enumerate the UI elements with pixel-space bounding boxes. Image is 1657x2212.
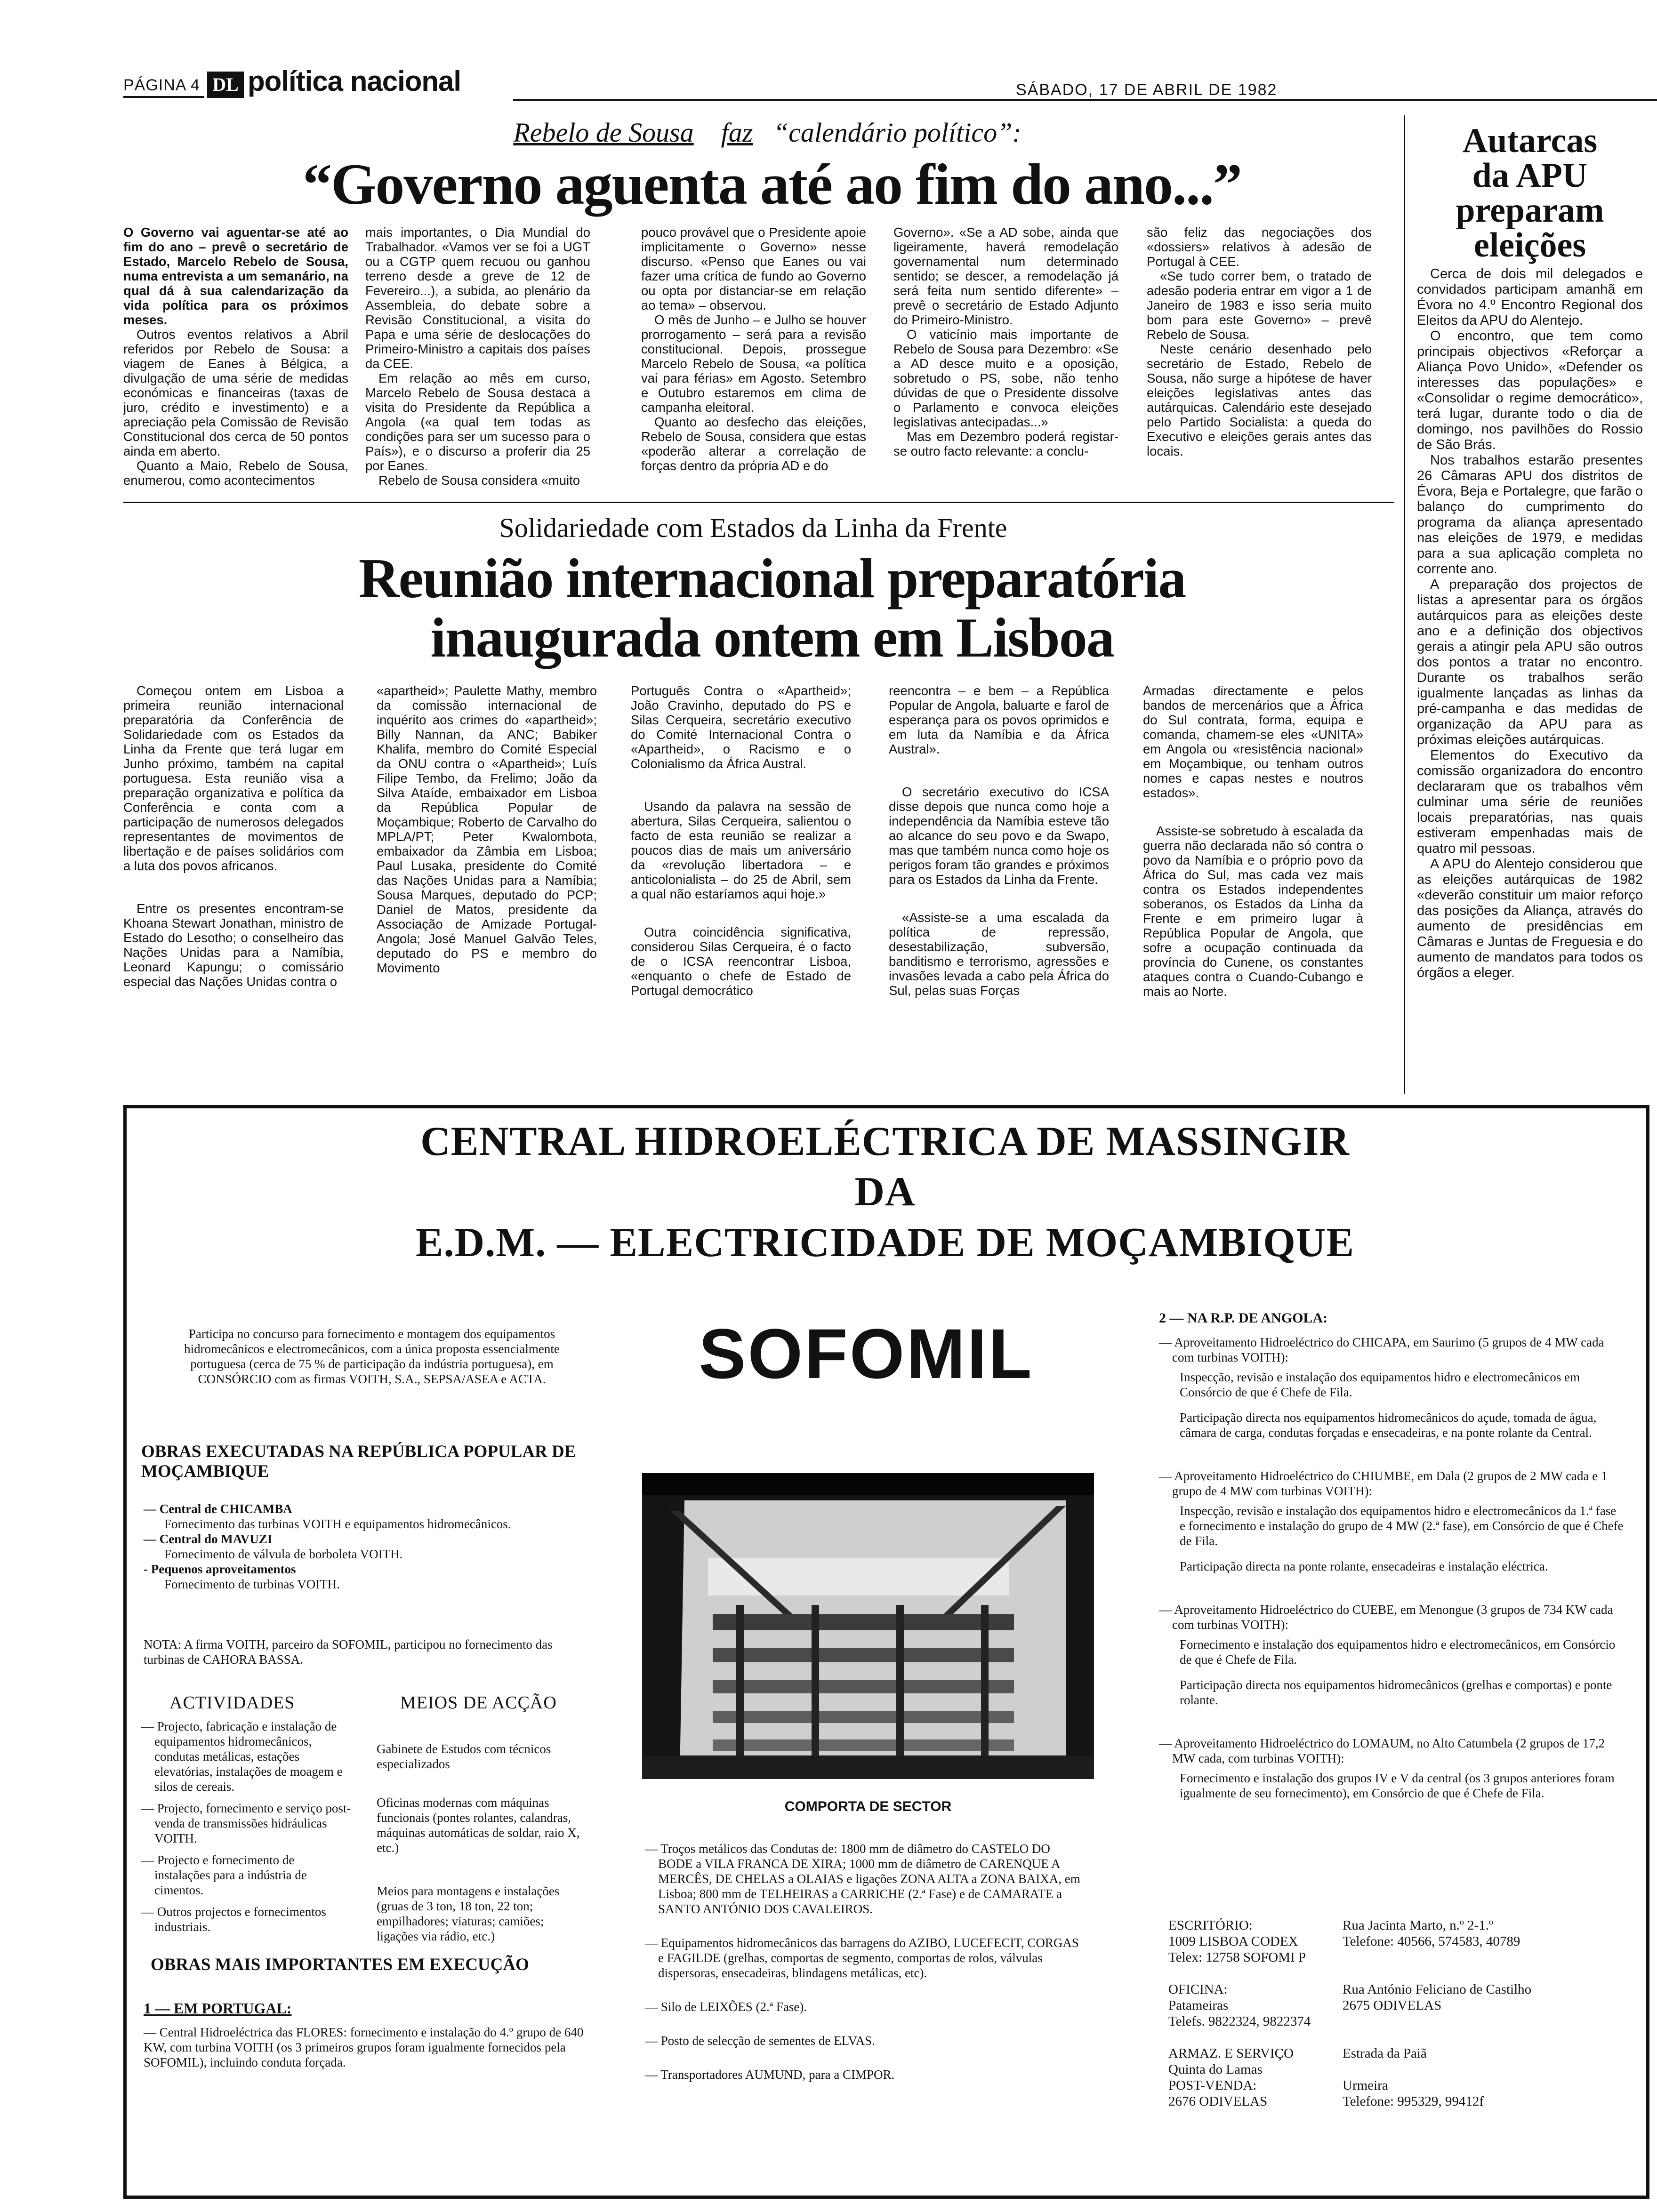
article2-column-2: «apartheid»; Paulette Mathy, membro da comissão internacional de inquérito aos crimes do «apartheid»; Billy Nannan, da ANC; Babiker Khalifa, membro do Comité Especial da ONU contra o «Apartheid»; Luís Filipe Tembo, da Frelimo; João da Silva Ataíde, embaixador em Lisboa da República Popular de Moçambique; Roberto de Carvalho do MPLA/PT; Peter Kwalombota, embaixador da Zâmbia em Lisboa; Paul Lusaka, presidente do Comité das Nações Unidas para a Namíbia; Sousa Marques, deputado do PCP; Daniel de Matos, presidente da Associação de Amizade Portugal-Angola; José Manuel Galvão Teles, deputado do PS e membro do Movimento — [377, 683, 597, 975]
article1-column-4: Governo». «Se a AD sobe, ainda que ligeiramente, haverá remodelação governamental num determinado sentido; se descer, a remodelação já será feita num sentido diferente» – prevê o secretário de Estado Adjunto do Primeiro-Ministro. O vaticínio mais importante de Rebelo de Sousa para Dezembro: «Se a AD desce muito e a oposição, sobretudo o PS, sobe, não tenho dúvidas de que o Presidente dissolve o Parlamento e convoca eleições legislativas antecipadas...» Mas em Dezembro poderá registar-se outro facto relevante: a conclu- — [893, 225, 1118, 458]
ad-intro: Participa no concurso para fornecimento e montagem dos equipamentos hidromecânicos e electromecânicos, com a única proposta essencialmente portuguesa (cerca de 75 % de participação da indústria portuguesa), em CONSÓRCIO com as firmas VOITH, S.A., SEPSA/ASEA e ACTA. — [184, 1327, 560, 1386]
sidebar-divider — [1404, 115, 1405, 1094]
article2-kicker: Solidariedade com Estados da Linha da Frente — [499, 513, 1007, 543]
article2-column-1: Começou ontem em Lisboa a primeira reunião internacional preparatória da Conferência de Solidariedade com os Estados da Linha da Frente que terá lugar em Junho próximo, também na capital portuguesa. Esta reunião visa a preparação organizativa e política da Conferência e conta com a participação de numerosos delegados representantes de movimentos de libertação e de países solidários com a luta dos povos africanos. Entre os presentes encontram-se Khoana Stewart Jonathan, ministro de Estado do Lesotho; o conselheiro das Nações Unidas para a Namíbia, Leonard Kapungu; o comissário especial das Nações Unidas contra o — [123, 683, 344, 989]
newspaper-logo: DL — [207, 72, 244, 98]
article2-column-3: Português Contra o «Apartheid»; João Cravinho, deputado do PS e Silas Cerqueira, secretário executivo do Comité Internacional Contra o «Apartheid», o Racismo e o Colonialismo da África Austral. Usando da palavra na sessão de abertura, Silas Cerqueira, salientou o facto de esta reunião se realizar a poucos dias de mais um aniversário da «revolução libertadora – e anticolonialista – do 25 de Abril, sem a qual não estaríamos aqui hoje.» Outra coincidência significativa, considerou Silas Cerqueira, é o facto de o ICSA reencontrar Lisboa, «enquanto o chefe de Estado de Portugal democrático — [631, 683, 851, 998]
article2-column-5: Armadas directamente e pelos bandos de mercenários que a África do Sul contrata, forma, equipa e comanda, chamem-se eles «UNITA» em Angola ou «resistência nacional» em Moçambique, ou tenham outros nomes e capas nestes e noutros estados». Assiste-se sobretudo à escalada da guerra não declarada não só contra o povo da Namíbia e o próprio povo da África do Sul, mas cada vez mais contra os Estados independentes soberanos, os Estados da Linha da Frente e em primeiro lugar à República Popular de Angola, que sofre a ocupação continuada da província do Cunene, os constantes ataques contra o Cuando-Cubango e mais ao Norte. — [1143, 683, 1363, 999]
article1-column-3: pouco provável que o Presidente apoie implicitamente o Governo» nesse discurso. «Penso que Eanes ou vai fazer uma crítica de fundo ao Governo ou opta por distanciar-se em relação ao tema» – observou. O mês de Junho – e Julho se houver prorrogamento – será para a revisão constitucional. Depois, prossegue Marcelo Rebelo de Sousa, «a política vai para férias» em Agosto. Setembro e Outubro estaremos em clima de campanha eleitoral. Quanto ao desfecho das eleições, Rebelo de Sousa, considera que estas «poderão alterar a correlação de forças dentro da própria AD e do — [641, 225, 866, 473]
ad-mozambique-list: — Central de CHICAMBA Fornecimento das turbinas VOITH e equipamentos hidromecânicos. — Central do MAVUZI Fornecimento de válvula de borboleta VOITH. - Pequenos aproveitamentos Fornecimento de turbinas VOITH. — [144, 1502, 511, 1591]
ad-title: CENTRAL HIDROELÉCTRICA DE MASSINGIR DA E.D.M. — ELECTRICIDADE DE MOÇAMBIQUE — [415, 1119, 1355, 1266]
sidebar-headline: Autarcas da APU preparam eleições — [1456, 121, 1604, 264]
ad-execucao-heading: OBRAS MAIS IMPORTANTES EM EXECUÇÃO — [151, 1955, 529, 1974]
article2-column-4: reencontra – e bem – a República Popular de Angola, baluarte e farol de esperança para os povos oprimidos e em luta da Namíbia e da África Austral». O secretário executivo do ICSA disse depois que nunca como hoje a independência da Namíbia esteve tão ao alcance do seu povo e da Swapo, mas que também nunca como hoje os perigos foram tão grandes e próximos para os Estados da Linha da Frente. «Assiste-se a uma escalada da política de repressão, desestabilização, subversão, banditismo e terrorismo, agressões e invasões levada a cabo pela África do Sul, pelas suas Forças — [889, 683, 1109, 998]
ad-portugal-first: — Central Hidroeléctrica das FLORES: fornecimento e instalação do 4.º grupo de 640 KW, com turbina VOITH (os 3 primeiros grupos foram igualmente fornecidos pela SOFOMIL), incluindo conduta forçada. — [144, 2025, 584, 2069]
ad-actividades-list: — Projecto, fabricação e instalação de equipamentos hidromecânicos, condutas metálicas, estações elevatórias, instalações de moagem e silos de cereais. — Projecto, fornecimento e serviço post-venda de transmissões hidráulicas VOITH. — Projecto e fornecimento de instalações para a indústria de cimentos. — Outros projectos e fornecimentos industriais. — [141, 1719, 351, 1934]
article2-headline: Reunião internacional preparatória inaugurada ontem em Lisboa — [358, 547, 1186, 669]
ad-angola-list: — Aproveitamento Hidroeléctrico do CHICAPA, em Saurimo (5 grupos de 4 MW cada com turbinas VOITH): Inspecção, revisão e instalação dos equipamentos hidro e electromecânicos em Consórcio de que é Chefe de Fila. Participação directa nos equipamentos hidromecânicos do açude, tomada de água, câmara de carga, condutas forçadas e ensecadeiras, e na ponte rolante da Central. — Aproveitamento Hidroeléctrico do CHIUMBE, em Dala (2 grupos de 2 MW cada e 1 grupo de 4 MW com turbinas VOITH): Inspecção, revisão e instalação dos equipamentos hidro e electromecânicos da 1.ª fase e fornecimento e instalação do grupo de 4 MW (2.ª fase), em Consórcio de que é Chefe de Fila. Participação directa na ponte rolante, ensecadeiras e instalação eléctrica. — Aproveitamento Hidroeléctrico do CUEBE, em Menongue (3 grupos de 734 KW cada com turbinas VOITH): Fornecimento e instalação dos equipamentos hidro e electromecânicos, em Consórcio de que é Chefe de Fila. Participação directa nos equipamentos hidromecânicos (grelhas e comportas) e ponte rolante. — Aproveitamento Hidroeléctrico do LOMAUM, no Alto Catumbela (2 grupos de 17,2 MW cada, com turbinas VOITH): Fornecimento e instalação dos grupos IV e V da central (os 3 grupos anteriores foram igualmente de seu fornecimento), em Consórcio de que é Chefe de Fila. — [1159, 1335, 1624, 1800]
article1-column-2: mais importantes, o Dia Mundial do Trabalhador. «Vamos ver se foi a UGT ou a CGTP quem recuou ou ganhou terreno desde a greve de 12 de Fevereiro...), a subida, ao plenário da Assembleia, do debate sobre a Revisão Constitucional, a visita do Papa e uma série de deslocações do Primeiro-Ministro a capitais dos países da CEE. Em relação ao mês em curso, Marcelo Rebelo de Sousa destaca a visita do Presidente da República a Angola («a qual tem todas as condições para ser um sucesso para o País»), e o discurso a proferir dia 25 por Eanes. Rebelo de Sousa considera «muito — [365, 225, 590, 488]
article-separator — [123, 502, 1394, 503]
article1-kicker: Rebelo de Sousa faz “calendário político”: — [513, 117, 1022, 148]
article1-column-5: são feliz das negociações dos «dossiers» relativos à adesão de Portugal à CEE. «Se tudo correr bem, o tratado de adesão poderia entrar em vigor a 1 de Janeiro de 1983 e isso seria muito bom para este Governo» – prevê Rebelo de Sousa. Neste cenário desenhado pelo secretário de Estado, Rebelo de Sousa, não surge a hipótese de haver eleições legislativas antes das autárquicas. Calendário este desejado pelo Partido Socialista: a queda do Executivo e eleições gerais antes das locais. — [1147, 225, 1372, 458]
masthead-rule-right — [513, 99, 1657, 101]
ad-nota: NOTA: A firma VOITH, parceiro da SOFOMIL, participou no fornecimento das turbinas de CAHORA BASSA. — [144, 1637, 553, 1667]
issue-date: SÁBADO, 17 DE ABRIL DE 1982 — [1016, 81, 1278, 99]
masthead-rule-left — [123, 96, 204, 98]
ad-contacts: ESCRITÓRIO: Rua Jacinta Marto, n.º 2-1.º 1009 LISBOA CODEX Telefone: 40566, 574583, 40789 Telex: 12758 SOFOMI P OFICINA: Rua António Feliciano de Castilho Patameiras 2675 ODIVELAS Telefs. 9822324, 9822374 ARMAZ. E SERVIÇO Estrada da Paiã Quinta do Lamas POST-VENDA: Urmeira 2676 ODIVELAS Telefone: 995329, 99412f — [1168, 1918, 1532, 2109]
article1-column-1: O Governo vai aguentar-se até ao fim do ano – prevê o secretário de Estado, Marcelo Rebelo de Sousa, numa entrevista a um semanário, na qual dá à sua calendarização da vida política para os próximos meses. Outros eventos relativos a Abril referidos por Rebelo de Sousa: a viagem de Eanes à Bélgica, a divulgação de uma série de medidas económicas e financeiras (taxas de juro, crédito e investimento) e a apreciação pela Comissão de Revisão Constitucional dos cerca de 50 pontos ainda em aberto. Quanto a Maio, Rebelo de Sousa, enumerou, como acontecimentos — [123, 225, 348, 488]
ad-angola-heading: 2 — NA R.P. DE ANGOLA: — [1159, 1310, 1328, 1326]
ad-meios-heading: MEIOS DE ACÇÃO — [400, 1693, 557, 1713]
ad-portugal-heading: 1 — EM PORTUGAL: — [144, 2000, 292, 2017]
sector-gate-photo — [642, 1473, 1094, 1779]
section-name: política nacional — [248, 65, 461, 97]
article1-headline: “Governo aguenta até ao fim do ano...” — [302, 152, 1242, 216]
ad-portugal-list: — Troços metálicos das Condutas de: 1800 mm de diâmetro do CASTELO DO BODE a VILA FRANCA DE XIRA; 1000 mm de diâmetro de CARENQUE A MERCÊS, DE CHELAS a OLAIAS e ligações ZONA ALTA a ZONA BAIXA, em Lisboa; 800 mm de TELHEIRAS a CARRICHE (2.ª Fase) e de CAMARATE a SANTO ANTÓNIO DOS CAVALEIROS. — Equipamentos hidromecânicos das barragens do AZIBO, LUCEFECIT, CORGAS e FAGILDE (grelhas, comportas de segmento, comportas de rolos, válvulas dispersoras, ensecadeiras, blindagens metálicas, etc). — Silo de LEIXÕES (2.ª Fase). — Posto de selecção de sementes de ELVAS. — Transportadores AUMUND, para a CIMPOR. — [645, 1842, 1080, 2082]
ad-actividades-heading: ACTIVIDADES — [169, 1693, 295, 1713]
sidebar-body: Cerca de dois mil delegados e convidados participam amanhã em Évora no 4.º Encontro Regional dos Eleitos da APU do Alentejo. O encontro, que tem como principais objectivos «Reforçar a Aliança Povo Unido», «Defender os interesses das populações» e «Consolidar o regime democrático», terá lugar, durante todo o dia de domingo, nos pavilhões do Rossio de São Brás. Nos trabalhos estarão presentes 26 Câmaras APU dos distritos de Évora, Beja e Portalegre, que farão o balanço do cumprimento do programa da aliança apresentado nas eleições de 1979, e medidas para a sua aplicação completa no corrente ano. A preparação dos projectos de listas a apresentar para os órgãos autárquicos para as eleições deste ano e a definição dos objectivos gerais a atingir pela APU são outros dos pontos a tratar no encontro. Durante os trabalhos serão igualmente lançadas as linhas da pré-campanha e das medidas de organização da APU para as próximas eleições autárquicas. Elementos do Executivo da comissão organizadora do encontro declararam que os trabalhos vêm culminar uma série de reuniões locais preparatórias, nas quais estiveram empenhadas mais de quatro mil pessoas. A APU do Alentejo considerou que as eleições autárquicas de 1982 «deverão constituir um maior reforço das posições da Aliança, através do aumento de presidências em Câmaras e Juntas de Freguesia e do aumento de mandatos para todos os órgãos a eleger. — [1417, 266, 1643, 980]
page-number: PÁGINA 4 — [123, 76, 200, 94]
sofomil-logo: SOFOMIL — [699, 1314, 1034, 1393]
ad-mozambique-heading: OBRAS EXECUTADAS NA REPÚBLICA POPULAR DE MOÇAMBIQUE — [141, 1442, 576, 1481]
photo-caption: COMPORTA DE SECTOR — [784, 1799, 952, 1814]
ad-meios-list: Gabinete de Estudos com técnicos especializados Oficinas modernas com máquinas funcionais (pontes rolantes, calandras, máquinas automáticas de soldar, raio X, etc.) Meios para montagens e instalações (gruas de 3 ton, 18 ton, 22 ton; empilhadores; viaturas; camiões; ligações via rádio, etc.) — [377, 1742, 580, 1943]
